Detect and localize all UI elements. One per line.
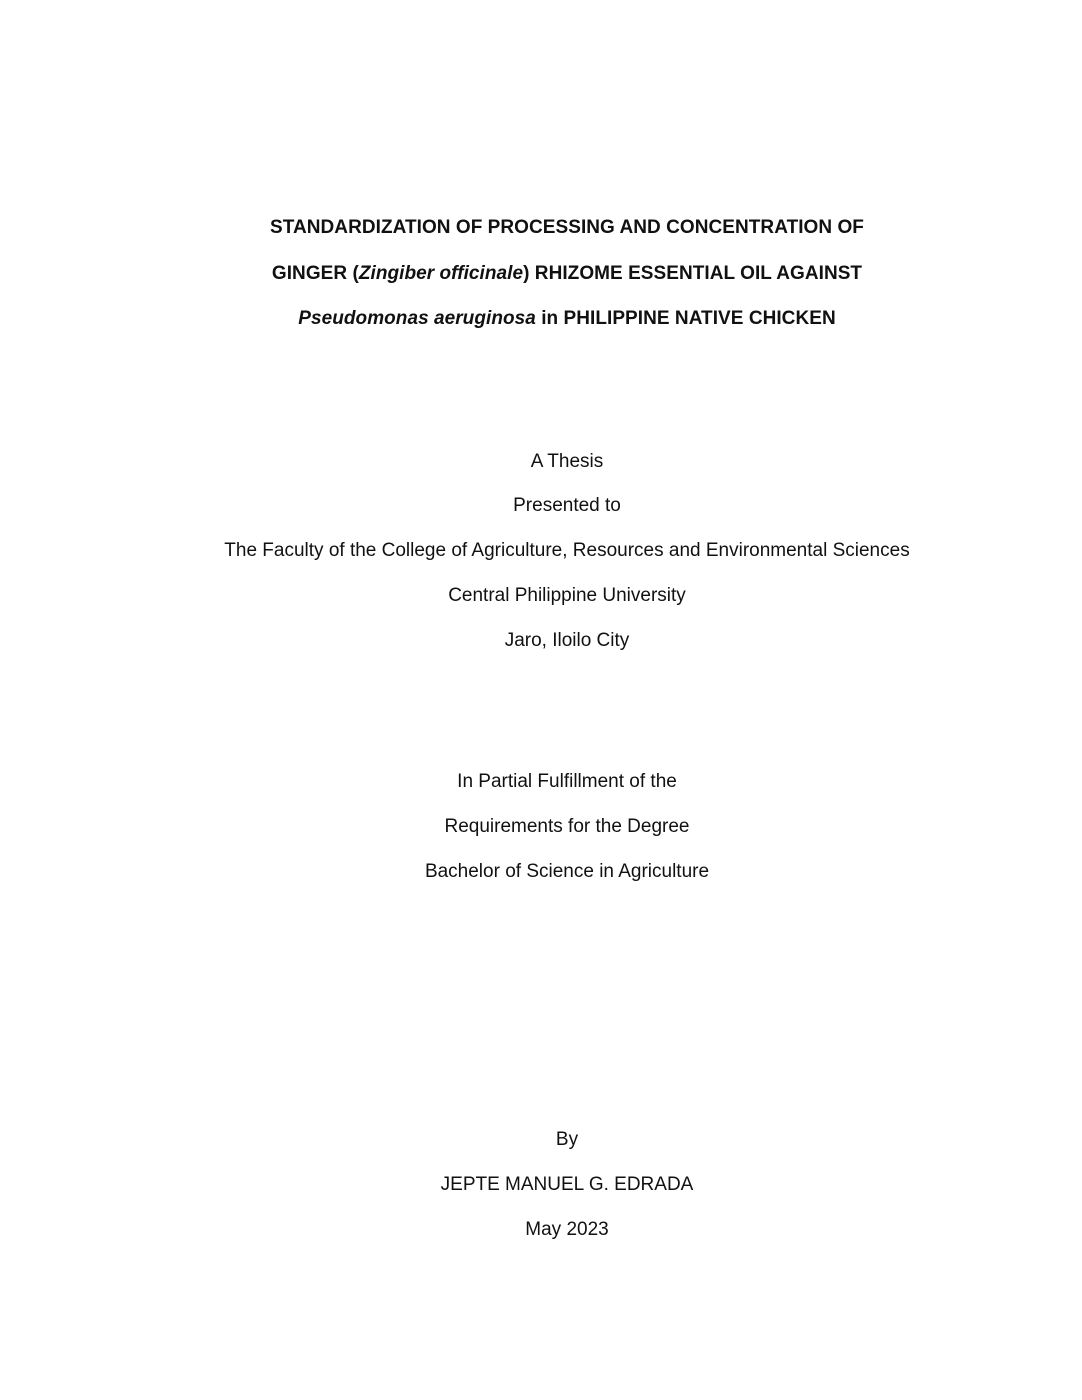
title-line-1: [0, 216, 1082, 240]
title-line-3: [0, 307, 1082, 331]
degree-name: Bachelor of Science in Agriculture: [424, 861, 710, 882]
fulfillment-line-1: In Partial Fulfillment of the: [457, 771, 677, 792]
document-type: A Thesis: [530, 451, 604, 472]
title-line-2-suffix: ) RHIZOME ESSENTIAL OIL AGAINST: [523, 263, 863, 284]
title-scientific-name-bacteria: Pseudomonas aeruginosa: [298, 308, 536, 329]
title-scientific-name-ginger: Zingiber officinale: [358, 263, 524, 284]
title-line-3-suffix: in PHILIPPINE NATIVE CHICKEN: [535, 308, 836, 329]
by-label: By: [555, 1129, 579, 1150]
fulfillment-line-2: Requirements for the Degree: [444, 816, 690, 837]
title-line-1-text: STANDARDIZATION OF PROCESSING AND CONCENTRATION OF: [270, 217, 864, 238]
author-name: JEPTE MANUEL G. EDRADA: [440, 1174, 694, 1195]
presented-to: Presented to: [513, 495, 621, 516]
title-line-2-prefix: GINGER (: [271, 263, 359, 284]
university-name: Central Philippine University: [448, 585, 686, 606]
faculty-name: The Faculty of the College of Agriculture, Resources and Environmental Sciences: [224, 540, 910, 561]
title-line-2: [0, 262, 1082, 286]
university-location: Jaro, Iloilo City: [504, 630, 630, 651]
submission-date: May 2023: [525, 1219, 609, 1240]
